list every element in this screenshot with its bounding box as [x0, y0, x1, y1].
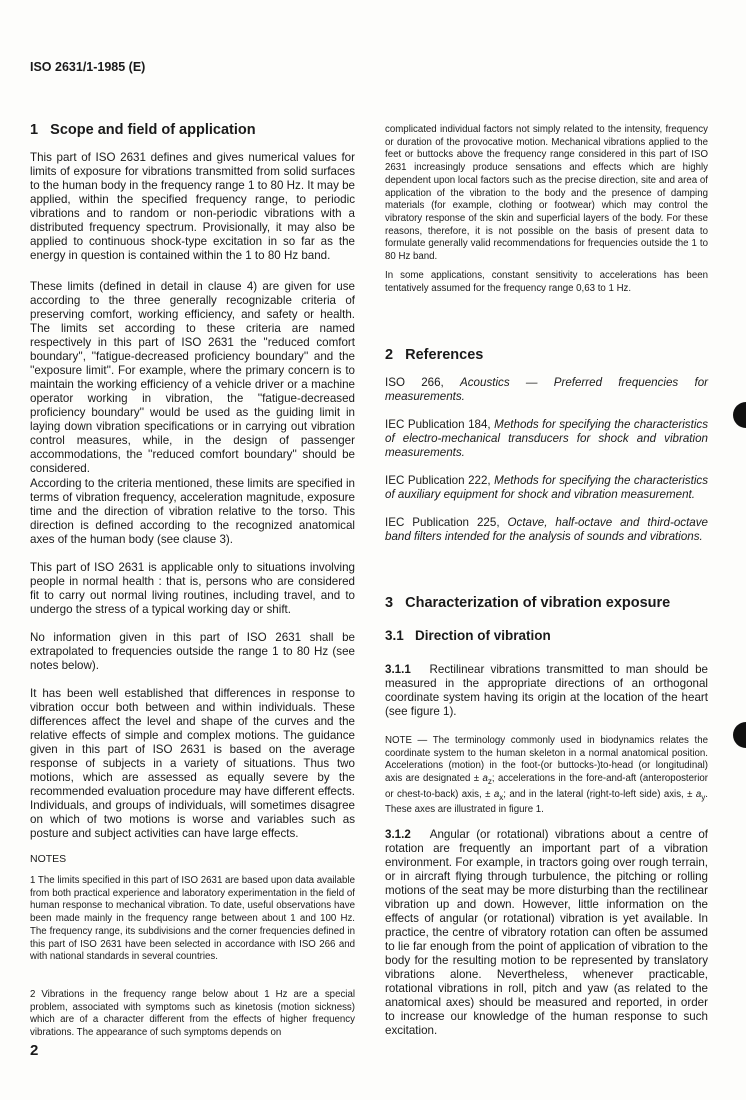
section-3-1-title: 3.1 Direction of vibration: [385, 628, 551, 643]
paragraph: No information given in this part of ISO 2631 shall be extrapolated to frequencies outside the range 1 to 80 Hz (see notes below).: [30, 631, 355, 672]
paragraph: This part of ISO 2631 is applicable only to situations involving people in normal health : that is, persons who are considered fit to carry out normal living routines, including travel, and to undergo the stress of a typical working day or shift.: [30, 561, 355, 616]
note-3: In some applications, constant sensitivity to accelerations has been tentatively assumed for the frequency range 0,63 to 1 Hz.: [385, 270, 708, 294]
paragraph-3-1-1: 3.1.1 Rectilinear vibrations transmitted to man should be measured in the appropriate directions of an orthogonal coordinate system having its origin at the location of the heart (see figure 1).: [385, 663, 708, 718]
note-2-continued: complicated individual factors not simply related to the intensity, frequency or duration of the provocative motion. Mechanical vibrations applied to the feet or buttocks above the frequency range considered in this part of ISO 2631 increasingly produce sensations and effects which are highly dependent upon local factors such as the precise direction, site and area of application of the vibration to the body and the presence of damping materials (for example, clothing or footwear) which may control the vibratory response of the skin and superficial layers of the body. For these reasons, therefore, it is not possible on the basis of present data to formulate generally valid recommendations for frequencies outside the 1 to 80 Hz band.: [385, 124, 708, 263]
document-header: ISO 2631/1-1985 (E): [30, 60, 146, 74]
paragraph: According to the criteria mentioned, these limits are specified in terms of vibration frequency, acceleration magnitude, exposure time and the direction of vibration relative to the torso. This direction is defined according to the recognized anatomical axes of the human body (see clause 3).: [30, 477, 355, 546]
reference-item: IEC Publication 184, Methods for specifying the characteristics of electro-mechanical transducers for shock and vibration measurements.: [385, 418, 708, 459]
paragraph: It has been well established that differences in response to vibration occur both between and within individuals. These differences affect the level and shape of the curves and the relative effects of simple and complex motions. The guidance given in this part of ISO 2631 is based on the average response of subjects in a variety of situations. Thus two motions, which are assessed as equally severe by the recommended evaluation procedure may have different effects. Individuals, and groups of individuals, will sometimes disagree on which of two motions is worse and variables such as posture and subject activities can have large effects.: [30, 687, 355, 840]
binding-hole-mark: [733, 722, 746, 748]
paragraph-3-1-2: 3.1.2 Angular (or rotational) vibrations about a centre of rotation are frequently an important part of a vibration environment. For example, in tractors going over rough terrain, or in aircraft flying through turbulence, the pitching or rolling motions of the seat may be more disturbing than the rectilinear vibration up and down. However, little information on the effects of angular (or rotational) vibration is yet available. In practice, the centre of vibratory rotation can often be assumed to lie far enough from the point of application of vibration to the body for the resulting motion to be represented by translatory vibrations alone. Nevertheless, whenever practicable, rotational vibrations in roll, pitch and yaw (as related to the anatomical axes) should be measured and reported, in order to increase our knowledge of the human response to such excitation.: [385, 828, 708, 1037]
section-3-title: 3 Characterization of vibration exposure: [385, 595, 671, 611]
section-1-title: 1 Scope and field of application: [30, 122, 256, 138]
note-1: 1 The limits specified in this part of ISO 2631 are based upon data available from both practical experience and laboratory experimentation in the field of human response to mechanical vibration. To date, useful observations have been made mainly in the frequency range between about 1 and 100 Hz. The frequency range, its subdivisions and the corner frequencies defined in this part of ISO 2631 have been selected in accordance with ISO 266 and with national standards in several countries.: [30, 875, 355, 963]
reference-item: IEC Publication 225, Octave, half-octave and third-octave band filters intended for the analysis of sounds and vibrations.: [385, 516, 708, 543]
note-2: 2 Vibrations in the frequency range below about 1 Hz are a special problem, associated with symptoms such as kinetosis (motion sickness) which are of a character different from the effects of higher frequency vibrations. The appearance of such symptoms depends on: [30, 989, 355, 1039]
section-2-title: 2 References: [385, 347, 484, 363]
paragraph: This part of ISO 2631 defines and gives numerical values for limits of exposure for vibrations transmitted from solid surfaces to the human body in the frequency range 1 to 80 Hz. It may be applied, within the specified frequency range, to periodic vibrations and to random or non-periodic vibrations with a distributed frequency spectrum. Provisionally, it may also be applied to continuous shock-type excitation in so far as the energy in question is contained within the 1 to 80 Hz band.: [30, 151, 355, 262]
note-figure-axes: NOTE — The terminology commonly used in biodynamics relates the coordinate system to the human skeleton in a normal anatomical position. Accelerations (motion) in the foot-(or buttocks-)to-head (or longitudinal) axis are designated ± $a_z$; accelerations in the fore-and-aft (anteroposterior or chest-to-back) axis, ± $a_x$; and in the lateral (right-to-left side) axis, ± $a_y$. These axes are illustrated in figure 1.: [385, 735, 709, 816]
paragraph: These limits (defined in detail in clause 4) are given for use according to the three generally recognizable criteria of preserving comfort, working efficiency, and safety or health. The limits set according to these criteria are named respectively in this part of ISO 2631 the ''reduced comfort boundary'', ''fatigue-decreased proficiency boundary'' and the ''exposure limit''. For example, where the primary concern is to maintain the working efficiency of a vehicle driver or a machine operator working in vibration, the ''fatigue-decreased proficiency boundary'' would be used as the guiding limit in laying down vibration specifications or in carrying out vibration control measures, while, in the design of passenger accommodations, the ''reduced comfort boundary'' should be considered.: [30, 280, 355, 475]
notes-heading: NOTES: [30, 853, 67, 865]
page-number: 2: [30, 1042, 39, 1059]
reference-item: IEC Publication 222, Methods for specifying the characteristics of auxiliary equipment for shock and vibration measurement.: [385, 474, 708, 501]
reference-item: ISO 266, Acoustics — Preferred frequencies for measurements.: [385, 376, 709, 403]
binding-hole-mark: [733, 402, 746, 428]
